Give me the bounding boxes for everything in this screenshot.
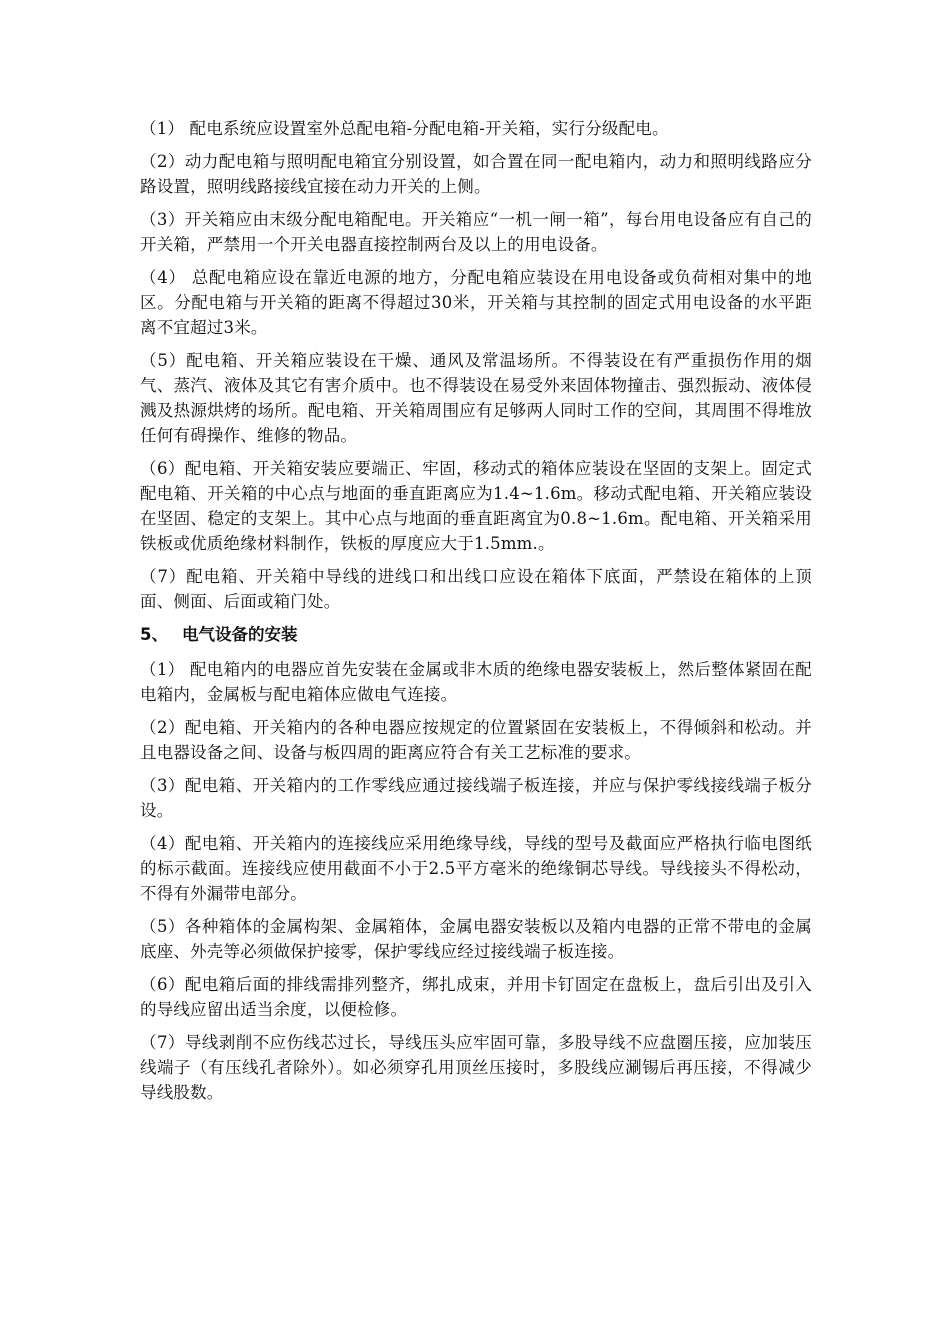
paragraph-4-6: （6）配电箱、开关箱安装应要端正、牢固，移动式的箱体应装设在坚固的支架上。固定式配电箱、开关箱的中心点与地面的垂直距离应为1.4~1.6m。移动式配电箱、开关箱应装设在坚固、稳定的支架上。其中心点与地面的垂直距离宜为0.8~1.6m。配电箱、开关箱采用铁板或优质绝缘材料制作，铁板的厚度应大于1.5mm.。 (140, 459, 812, 553)
paragraph-5-6: （6）配电箱后面的排线需排列整齐，绑扎成束，并用卡钉固定在盘板上，盘后引出及引入的导线应留出适当余度，以便检修。 (140, 975, 812, 1019)
paragraph-5-3: （3）配电箱、开关箱内的工作零线应通过接线端子板连接，并应与保护零线接线端子板分设。 (140, 776, 812, 820)
section-number: 5、 (140, 625, 168, 644)
paragraph-5-5: （5）各种箱体的金属构架、金属箱体，金属电器安装板以及箱内电器的正常不带电的金属底座、外壳等必须做保护接零，保护零线应经过接线端子板连接。 (140, 917, 812, 961)
paragraph-4-4: （4） 总配电箱应设在靠近电源的地方，分配电箱应装设在用电设备或负荷相对集中的地区。分配电箱与开关箱的距离不得超过30米，开关箱与其控制的固定式用电设备的水平距离不宜超过3米。 (140, 268, 812, 337)
paragraph-4-2: （2）动力配电箱与照明配电箱宜分别设置，如合置在同一配电箱内，动力和照明线路应分路设置，照明线路接线宜接在动力开关的上侧。 (140, 152, 812, 196)
paragraph-5-2: （2）配电箱、开关箱内的各种电器应按规定的位置紧固在安装板上，不得倾斜和松动。并且电器设备之间、设备与板四周的距离应符合有关工艺标准的要求。 (140, 718, 812, 762)
paragraph-4-5: （5）配电箱、开关箱应装设在干燥、通风及常温场所。不得装设在有严重损伤作用的烟气、蒸汽、液体及其它有害介质中。也不得装设在易受外来固体物撞击、强烈振动、液体侵溅及热源烘烤的场所。配电箱、开关箱周围应有足够两人同时工作的空间，其周围不得堆放任何有碍操作、维修的物品。 (140, 351, 812, 445)
paragraph-5-7: （7）导线剥削不应伤线芯过长，导线压头应牢固可靠，多股导线不应盘圈压接，应加装压线端子（有压线孔者除外）。如必须穿孔用顶丝压接时，多股线应涮锡后再压接，不得减少导线股数。 (140, 1033, 812, 1102)
paragraph-5-1: （1） 配电箱内的电器应首先安装在金属或非木质的绝缘电器安装板上，然后整体紧固在配电箱内，金属板与配电箱体应做电气连接。 (140, 660, 812, 704)
paragraph-5-4: （4）配电箱、开关箱内的连接线应采用绝缘导线，导线的型号及截面应严格执行临电图纸的标示截面。连接线应使用截面不小于2.5平方毫米的绝缘铜芯导线。导线接头不得松动，不得有外漏带电部分。 (140, 834, 812, 903)
section-heading (140, 622, 812, 647)
paragraph-4-1: （1） 配电系统应设置室外总配电箱-分配电箱-开关箱，实行分级配电。 (140, 119, 669, 138)
section-title: 电气设备的安装 (182, 625, 298, 644)
paragraph-4-7: （7）配电箱、开关箱中导线的进线口和出线口应设在箱体下底面，严禁设在箱体的上顶面、侧面、后面或箱门处。 (140, 567, 812, 611)
document-page (140, 116, 812, 1113)
paragraph-4-3: （3）开关箱应由末级分配电箱配电。开关箱应“一机一闸一箱”，每台用电设备应有自己的开关箱，严禁用一个开关电器直接控制两台及以上的用电设备。 (140, 210, 812, 254)
